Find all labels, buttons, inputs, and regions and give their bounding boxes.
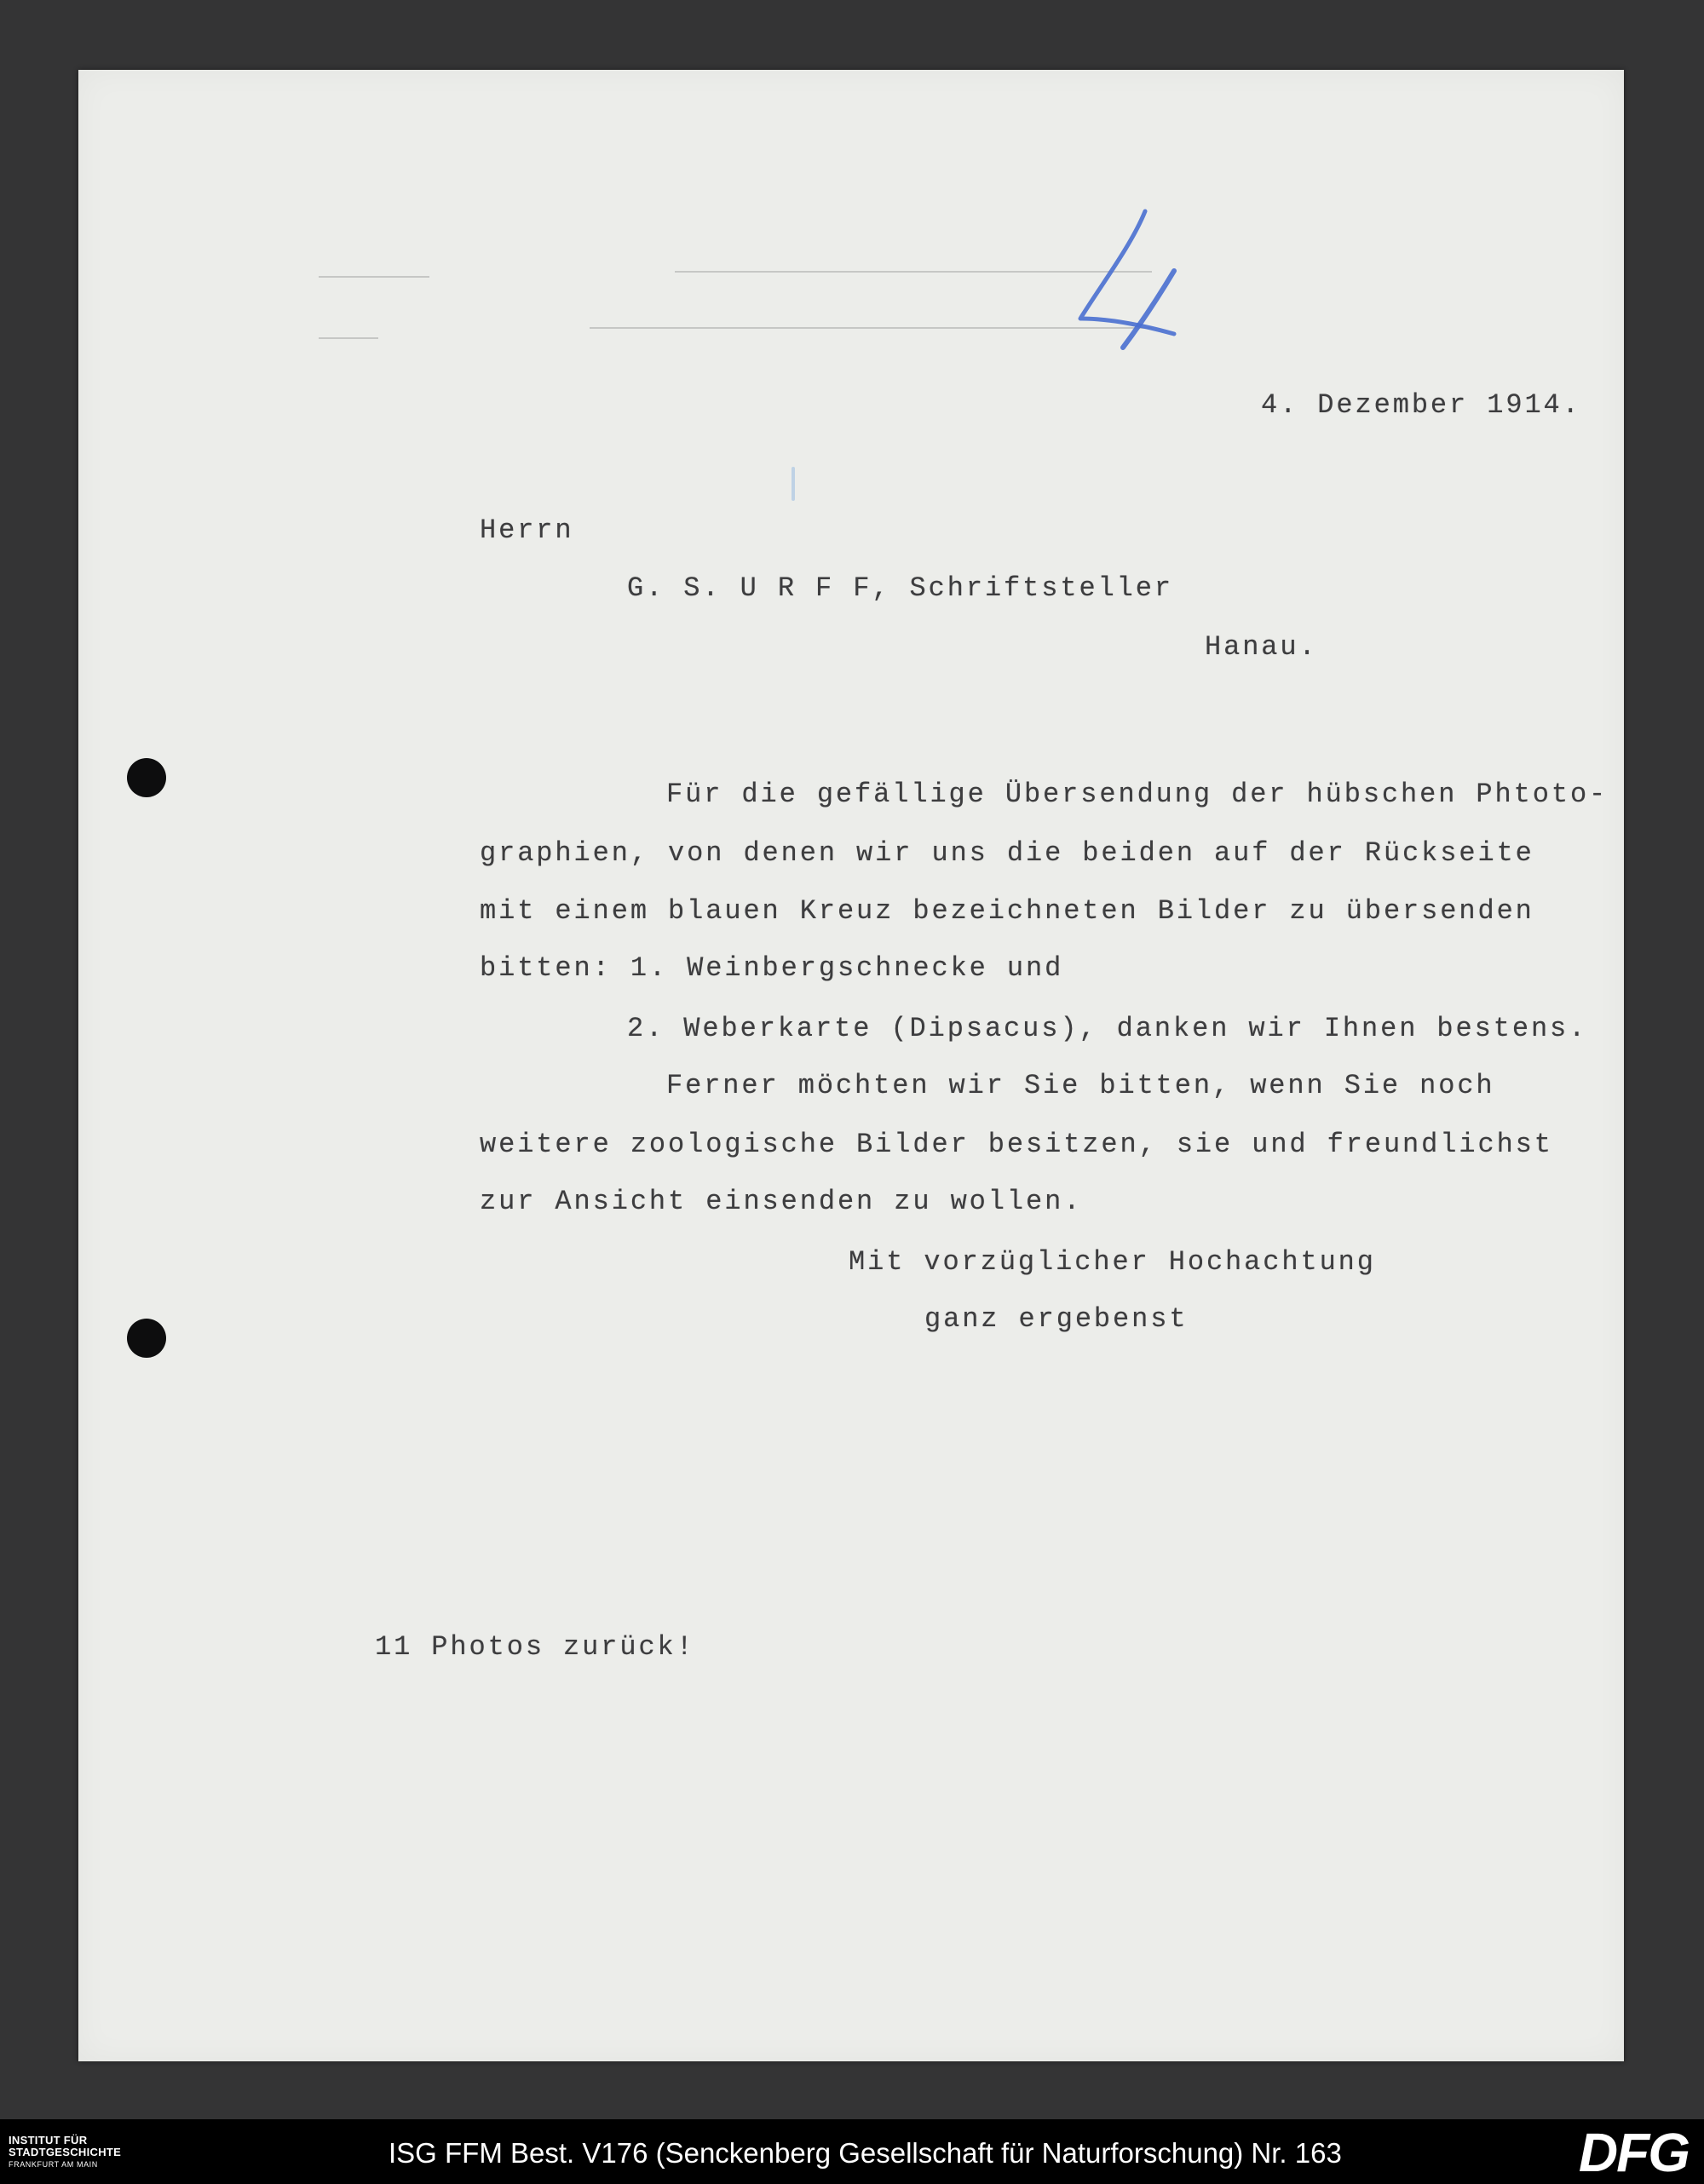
body-line: graphien, von denen wir uns die beiden auf der Rückseite [480,837,1534,869]
recipient: G. S. U R F F, Schriftsteller [627,572,1173,604]
body-line: 2. Weberkarte (Dipsacus), danken wir Ihnen bestens. [627,1013,1588,1044]
faint-offset-line [319,276,429,278]
dfg-logo: DFG [1578,2122,1689,2183]
closing-signoff: ganz ergebenst [924,1303,1189,1335]
punch-hole-upper [127,758,166,797]
postscript: 11 Photos zurück! [375,1631,695,1663]
archive-caption: ISG FFM Best. V176 (Senckenberg Gesellschaft für Naturforschung) Nr. 163 [389,2137,1342,2169]
body-line: bitten: 1. Weinbergschnecke und [480,952,1064,984]
body-line: weitere zoologische Bilder besitzen, sie und freundlichst [480,1129,1553,1160]
letter-sheet [78,70,1624,2061]
punch-hole-lower [127,1319,166,1358]
salutation: Herrn [480,514,574,546]
body-line: mit einem blauen Kreuz bezeichneten Bilder zu übersenden [480,895,1534,927]
handwritten-page-number-4 [1050,206,1186,351]
body-line: Ferner möchten wir Sie bitten, wenn Sie noch [666,1070,1495,1101]
archive-footer [0,2119,1704,2184]
closing: Mit vorzüglicher Hochachtung [849,1246,1376,1278]
recipient-city: Hanau. [1205,631,1318,663]
faint-offset-line [319,337,378,339]
ink-speck [792,467,795,501]
body-line: zur Ansicht einsenden zu wollen. [480,1186,1083,1217]
letter-date: 4. Dezember 1914. [1261,389,1581,421]
body-line: Für die gefällige Übersendung der hübschen Phtoto- [666,779,1609,810]
institute-logo: INSTITUT FÜR STADTGESCHICHTE FRANKFURT AM MAIN [9,2134,122,2169]
